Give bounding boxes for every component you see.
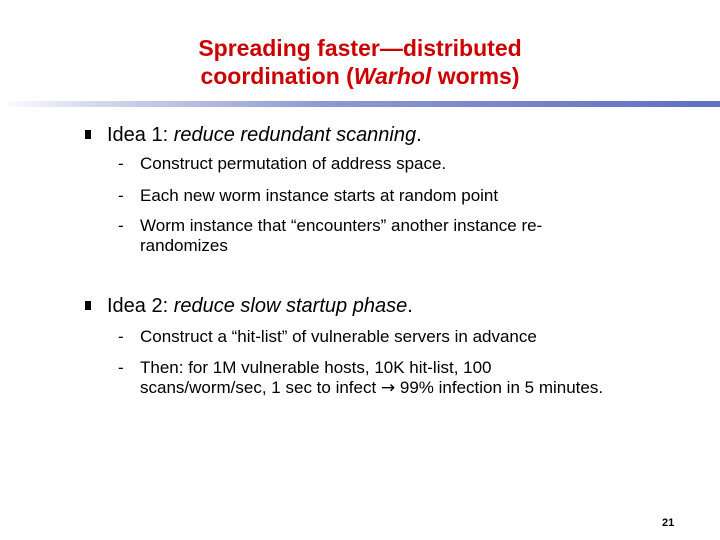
bullet-idea-2-italic: reduce slow startup phase — [173, 295, 408, 317]
slide-title — [0, 34, 720, 90]
page-number: 21 — [662, 517, 675, 529]
sub-item-text: Construct permutation of address space. — [140, 154, 447, 173]
dash-bullet: - — [118, 154, 124, 173]
dash-bullet: - — [118, 327, 124, 346]
bullet-idea-1-text — [107, 123, 422, 147]
square-bullet-icon — [85, 301, 91, 310]
title-line-2-italic: Warhol — [353, 63, 432, 89]
bullet-idea-2-prefix: Idea 2: — [107, 295, 174, 317]
sub-item-text — [140, 358, 610, 398]
title-line-1: Spreading faster—distributed — [198, 35, 522, 61]
title-line-2-suffix: worms) — [431, 63, 520, 89]
title-line-2 — [0, 62, 720, 90]
bullet-idea-1-italic: reduce redundant scanning — [173, 124, 417, 146]
bullet-idea-2-suffix: . — [407, 295, 413, 317]
sub-item-text: Each new worm instance starts at random point — [140, 186, 499, 205]
title-divider — [0, 101, 720, 107]
sub-item-text: Worm instance that “encounters” another instance re-randomizes — [140, 216, 543, 255]
square-bullet-icon — [85, 130, 91, 139]
bullet-idea-1-prefix: Idea 1: — [107, 124, 174, 146]
dash-bullet: - — [118, 186, 124, 205]
dash-bullet: - — [118, 216, 124, 235]
title-line-2-prefix: coordination ( — [200, 63, 354, 89]
bullet-idea-1-suffix: . — [416, 124, 422, 146]
sub-item-text-before: Then: for 1M vulnerable hosts, 10K hit-list, 100 scans/worm/sec, 1 sec to infect — [140, 358, 492, 397]
bullet-idea-2-text — [107, 294, 413, 318]
right-arrow-icon: → — [380, 378, 396, 398]
sub-item-text: Construct a “hit-list” of vulnerable servers in advance — [140, 327, 537, 346]
dash-bullet: - — [118, 358, 124, 377]
sub-item-text-after: 99% infection in 5 minutes. — [395, 378, 604, 397]
